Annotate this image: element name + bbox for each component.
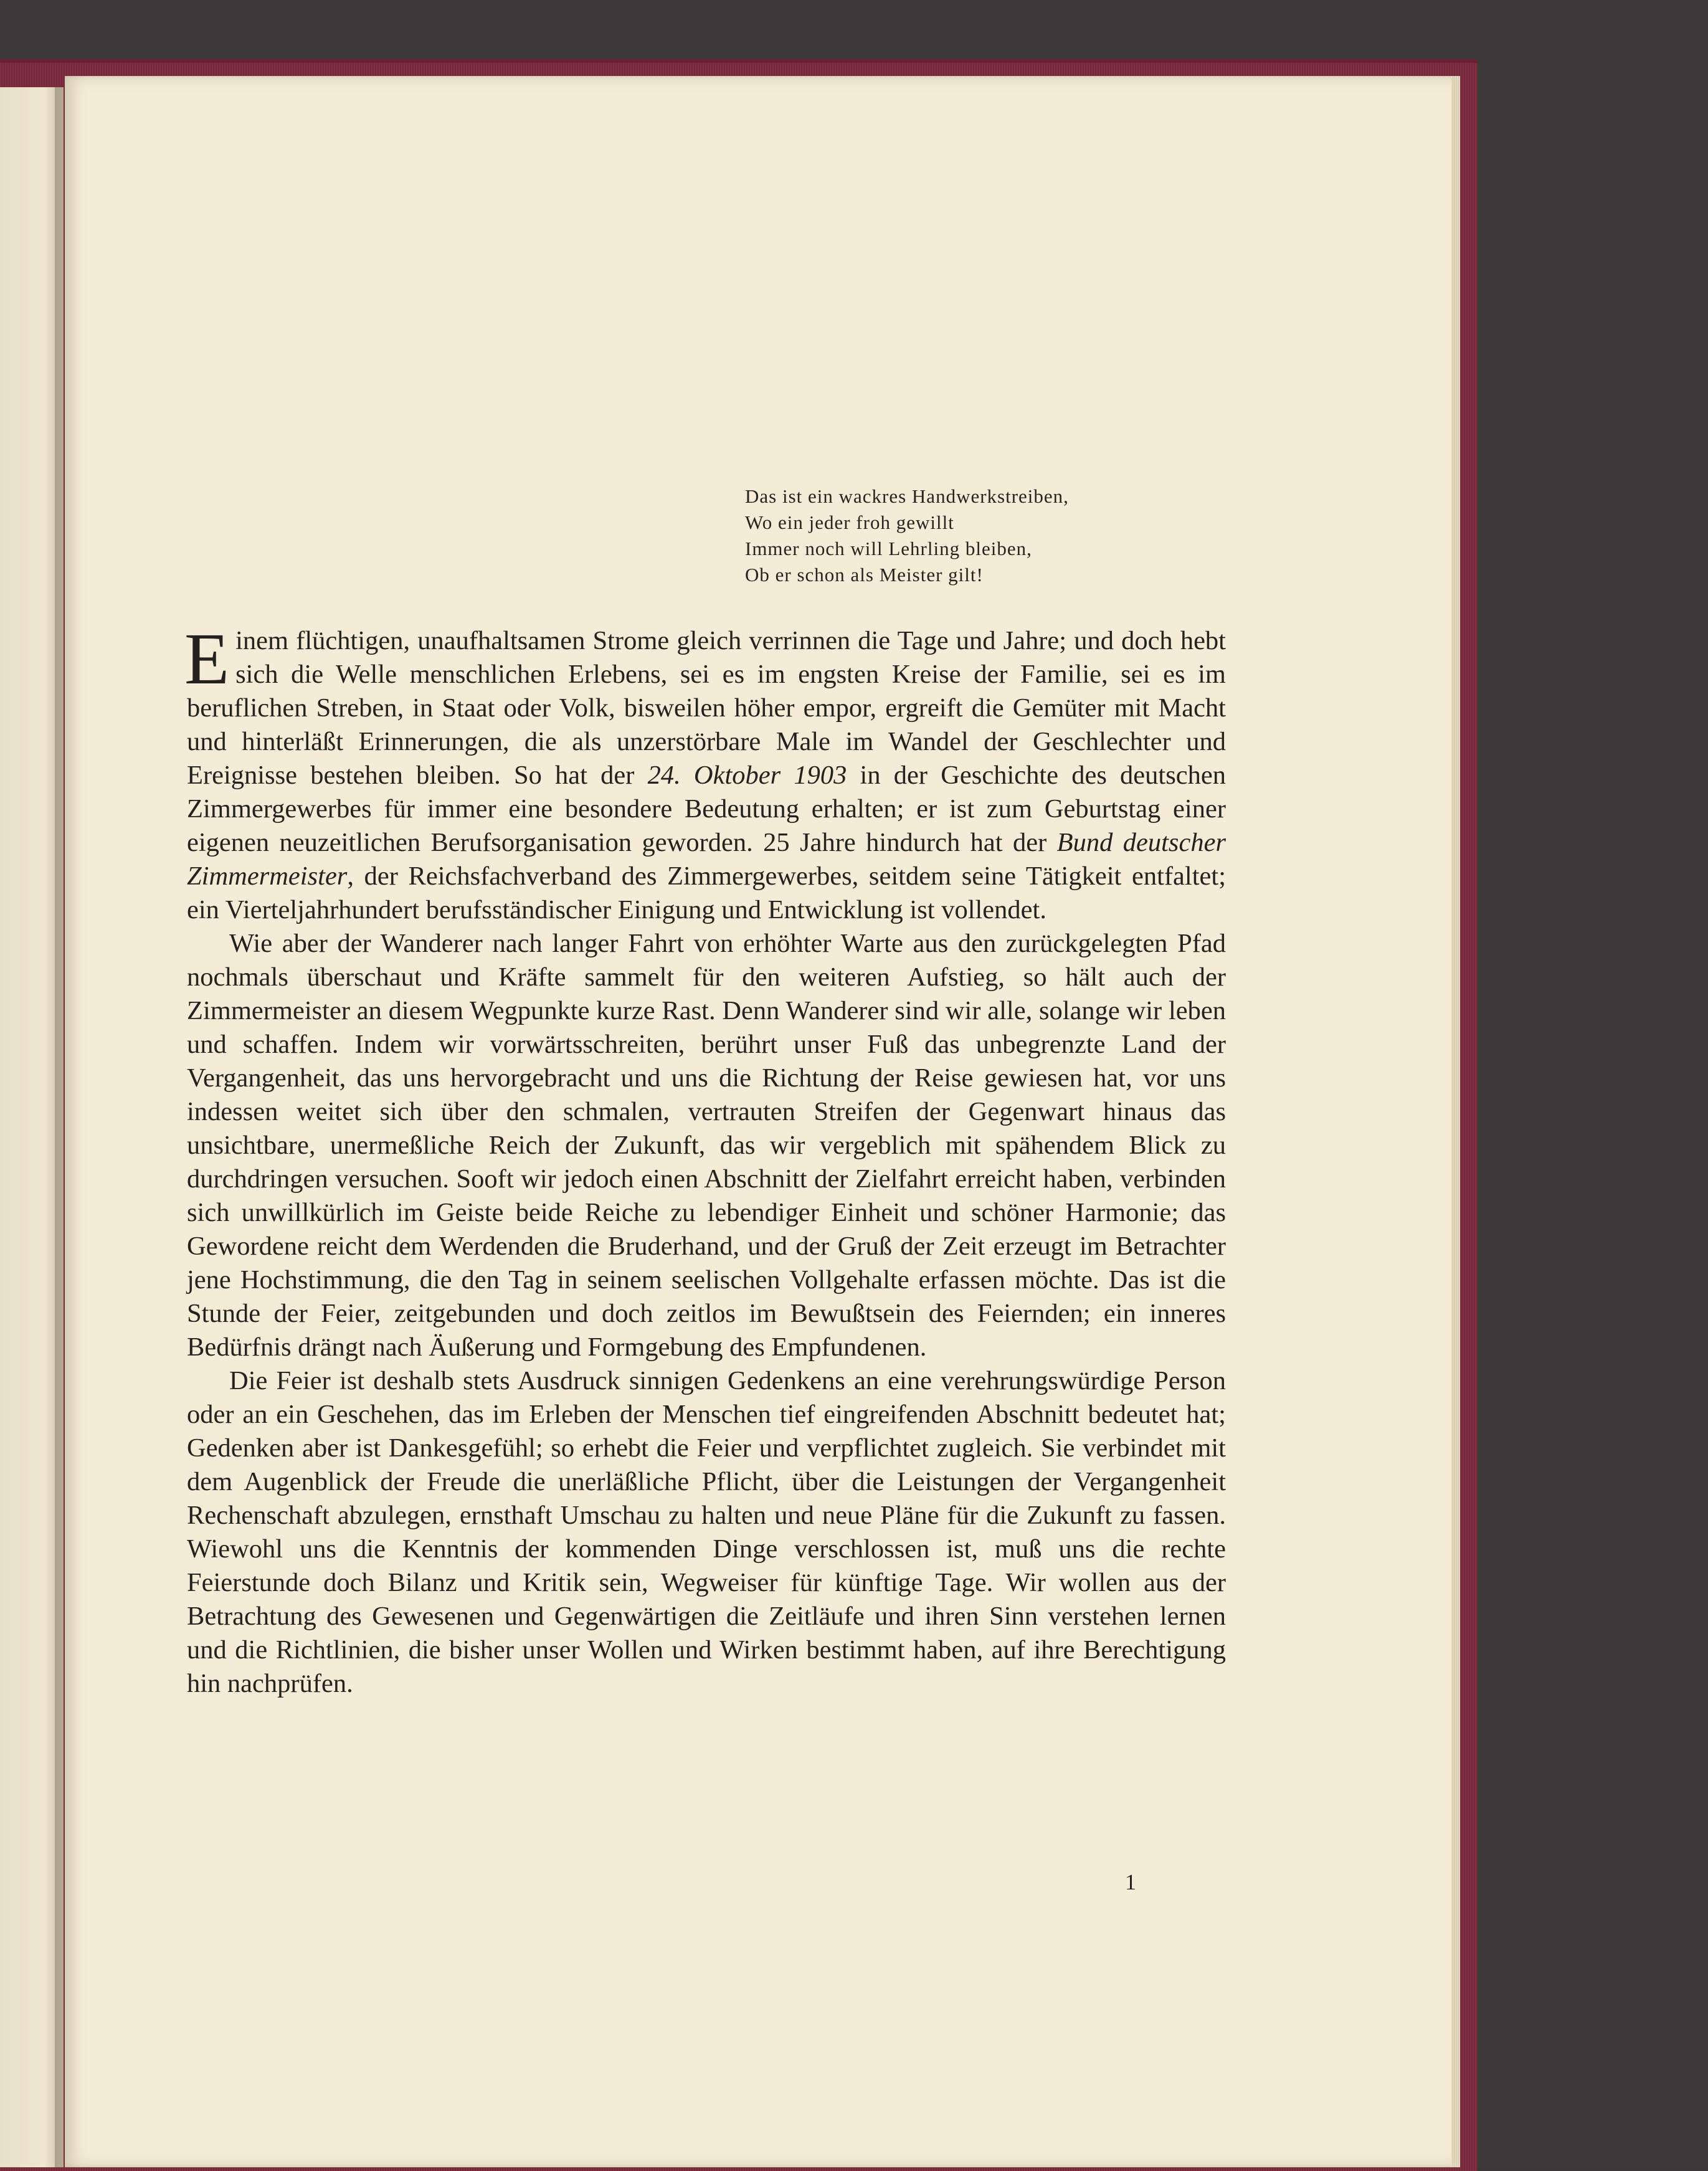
page-number: 1 — [1125, 1869, 1136, 1894]
paragraph-3: Die Feier ist deshalb stets Ausdruck sinnigen Gedenkens an eine verehrungswürdige Person oder an ein Geschehen, das im Erleben der Menschen tief eingreifenden Abschnitt bedeutet hat; Gedenken aber ist Dankesgefühl; so erhebt die Feier und verpflichtet zugleich. Sie verbindet mit dem Augenblick der Freude die unerläßliche Pflicht, über die Leistungen der Vergangenheit Rechenschaft abzulegen, ernsthaft Umschau zu halten und neue Pläne für die Zukunft zu fassen. Wiewohl uns die Kenntnis der kommenden Dinge verschlossen ist, muß uns die rechte Feierstunde doch Bilanz und Kritik sein, Wegweiser für künftige Tage. Wir wollen aus der Betrachtung des Gewesenen und Gegenwärtigen die Zeitläufe und ihren Sinn verstehen lernen und die Richtlinien, die bisher unser Wollen und Wirken bestimmt haben, auf ihre Berechtigung hin nachprüfen. — [187, 1366, 1226, 1698]
paragraph-1-text-b: in der Geschichte des deutschen Zimmergewerbes für immer eine besondere Bedeutung erhalten; er ist zum Geburtstag einer eigenen neuzeitlichen Berufsorganisation geworden. 25 Jahre hindurch hat der — [187, 761, 1226, 857]
motto-line: Immer noch will Lehrling bleiben, — [745, 538, 1032, 559]
motto-line: Das ist ein wackres Handwerkstreiben, — [745, 485, 1069, 507]
paragraph-1-text-a: inem flüchtigen, unaufhaltsamen Strome gleich verrinnen die Tage und Jahre; und doch hebt sich die Welle menschlichen Erlebens, sei es im engsten Kreise der Familie, sei es im beruflichen Streben, in Staat oder Volk, bisweilen höher empor, ergreift die Gemüter mit Macht und hinterläßt Erinnerungen, die als unzerstörbare Male im Wandel der Geschlechter und Ereignisse bestehen bleiben. So hat der — [187, 626, 1226, 790]
paragraph-1-text-c: , der Reichsfachverband des Zimmergewerbes, seitdem seine Tätigkeit entfaltet; ein Vierteljahrhundert berufsständischer Einigung und Entwicklung ist vollendet. — [187, 862, 1226, 924]
motto-line: Ob er schon als Meister gilt! — [745, 564, 984, 586]
paragraph-1 — [184, 618, 1226, 927]
left-page-edge — [0, 87, 64, 2167]
organization-name: Bund deutscher Zimmermeister — [187, 828, 1226, 891]
drop-cap: E — [184, 618, 230, 700]
motto-line: Wo ein jeder froh gewillt — [745, 511, 954, 533]
motto-verse — [745, 483, 1368, 588]
page-fore-edge — [1451, 76, 1460, 2167]
paragraph-2: Wie aber der Wanderer nach langer Fahrt von erhöhter Warte aus den zurückgelegten Pfad nochmals überschaut und Kräfte sammelt für den weiteren Aufstieg, so hält auch der Zimmermeister an diesem Wegpunkte kurze Rast. Denn Wanderer sind wir alle, solange wir leben und schaffen. Indem wir vorwärtsschreiten, berührt unser Fuß das unbegrenzte Land der Vergangenheit, das uns hervorgebracht und uns die Richtung der Reise gewiesen hat, vor uns indessen weitet sich über den schmalen, vertrauten Streifen der Gegenwart hinaus das unsichtbare, unermeßliche Reich der Zukunft, das wir vergeblich mit spähendem Blick zu durchdringen versuchen. Sooft wir jedoch einen Abschnitt der Zielfahrt erreicht haben, verbinden sich unwillkürlich im Geiste beide Reiche zu lebendiger Einheit und schöner Harmonie; das Gewordene reicht dem Werdenden die Bruderhand, und der Gruß der Zeit erzeugt im Betrachter jene Hochstimmung, die den Tag in seinem seelischen Vollgehalte erfassen möchte. Das ist die Stunde der Feier, zeitgebunden und doch zeitlos im Bewußtsein des Feiernden; ein inneres Bedürfnis drängt nach Äußerung und Formgebung des Empfundenen. — [187, 929, 1226, 1362]
body-text — [184, 618, 1226, 1701]
founding-date: 24. Oktober 1903 — [647, 761, 847, 790]
